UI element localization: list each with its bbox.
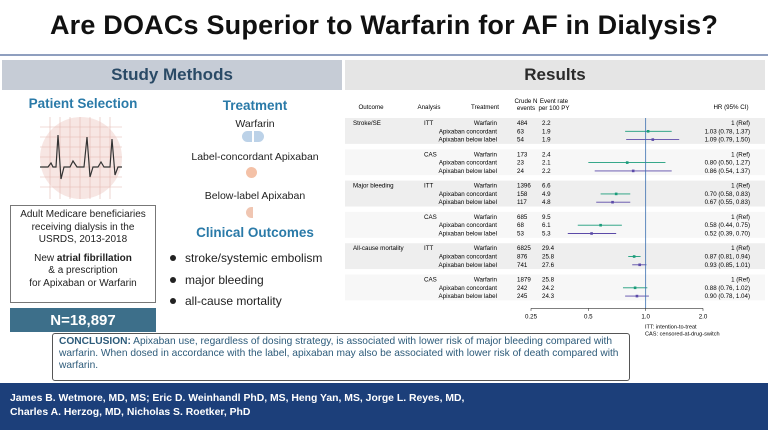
group-band: [345, 118, 765, 144]
col-header-rate: per 100 PY: [538, 105, 570, 112]
hr-text: 1 (Ref): [731, 276, 750, 284]
point-estimate: [638, 264, 641, 267]
analysis-label: ITT: [424, 120, 434, 127]
patient-selection-title: Patient Selection: [28, 96, 138, 111]
analysis-label: ITT: [424, 245, 434, 253]
hr-text: 1 (Ref): [731, 120, 750, 127]
treatment-below-label-apixaban: Below-label Apixaban: [204, 190, 306, 202]
sample-size-badge: N=18,897: [10, 308, 156, 332]
bullet-icon: [170, 298, 176, 304]
crude-events: 242: [517, 284, 528, 292]
group-band: [345, 275, 765, 301]
hr-text: 0.80 (0.50, 1.27): [704, 159, 750, 167]
group-band: [345, 243, 765, 269]
criteria-prefix: New: [34, 252, 57, 264]
point-estimate: [615, 193, 618, 196]
x-tick-label: 2.0: [698, 313, 708, 321]
bullet-icon: [170, 277, 176, 283]
point-estimate: [590, 232, 593, 235]
hr-text: 0.87 (0.81, 0.94): [704, 253, 750, 261]
event-rate: 1.9: [542, 136, 551, 144]
treatment-label: Apixaban concordant: [438, 190, 497, 198]
crude-events: 23: [517, 159, 524, 167]
hr-text: 0.52 (0.39, 0.70): [704, 230, 750, 238]
title-divider: [0, 54, 768, 56]
event-rate: 24.3: [542, 293, 555, 301]
treatment-label: Apixaban below label: [438, 136, 497, 144]
hr-text: 0.58 (0.44, 0.75): [704, 222, 750, 230]
conclusion-label: CONCLUSION:: [59, 336, 131, 347]
point-estimate: [633, 255, 636, 258]
half-pill-icon: [246, 207, 253, 218]
outcome-label: all-cause mortality: [185, 294, 282, 308]
hr-text: 1 (Ref): [731, 151, 750, 159]
crude-events: 54: [517, 136, 524, 144]
group-band: [345, 149, 765, 175]
legend-cas: CAS: censored-at-drug-switch: [645, 331, 720, 338]
authors: [10, 392, 610, 419]
pill-icon: [246, 167, 257, 178]
pill-icon: [242, 131, 264, 142]
col-header-rate: Event rate: [539, 98, 569, 105]
col-header-crude: Crude N: [514, 98, 538, 105]
treatment-label: Apixaban below label: [438, 199, 497, 207]
crude-events: 685: [517, 213, 528, 221]
crude-events: 1879: [517, 276, 531, 284]
event-rate: 27.6: [542, 261, 555, 269]
treatment-label: Apixaban below label: [438, 230, 497, 238]
crude-events: 173: [517, 151, 528, 159]
point-estimate: [647, 130, 650, 133]
population-box: [10, 205, 156, 303]
crude-events: 68: [517, 222, 524, 230]
crude-events: 6825: [517, 245, 531, 253]
hr-text: 1 (Ref): [731, 182, 750, 190]
event-rate: 25.8: [542, 276, 555, 284]
authors-line: James B. Wetmore, MD, MS; Eric D. Weinhandl PhD, MS, Heng Yan, MS, Jorge L. Reyes, MD,: [10, 393, 465, 404]
event-rate: 25.8: [542, 253, 555, 261]
hr-text: 1.09 (0.79, 1.50): [704, 136, 750, 144]
crude-events: 53: [517, 230, 524, 238]
forest-plot: [345, 92, 765, 338]
point-estimate: [632, 170, 635, 173]
criteria-bold: atrial fibrillation: [56, 252, 132, 264]
outcome-label: stroke/systemic embolism: [185, 251, 323, 265]
authors-line: Charles A. Herzog, MD, Nicholas S. Roetker, PhD: [10, 406, 251, 418]
treatment-label: Warfarin: [473, 151, 497, 159]
hr-text: 0.86 (0.54, 1.37): [704, 167, 750, 175]
crude-events: 24: [517, 167, 524, 175]
hr-text: 1.03 (0.78, 1.37): [704, 128, 750, 136]
col-header-treatment: Treatment: [471, 104, 499, 111]
point-estimate: [636, 295, 639, 298]
point-estimate: [611, 201, 614, 204]
clinical-outcomes-title: Clinical Outcomes: [196, 225, 314, 240]
crude-events: 741: [517, 261, 528, 269]
crude-events: 245: [517, 293, 528, 301]
event-rate: 6.6: [542, 182, 551, 190]
treatment-label: Apixaban concordant: [438, 222, 497, 230]
outcome-label: All-cause mortality: [353, 245, 404, 253]
study-methods-header: Study Methods: [2, 60, 342, 90]
population-line: USRDS, 2013-2018: [38, 234, 128, 245]
outcome-item: [170, 294, 282, 308]
criteria-line: & a prescription: [48, 265, 118, 276]
outcome-label: Major bleeding: [353, 182, 394, 190]
x-tick-label: 1.0: [641, 313, 650, 321]
analysis-label: CAS: [424, 276, 437, 284]
point-estimate: [626, 161, 629, 164]
point-estimate: [651, 138, 654, 141]
treatment-warfarin: Warfarin: [235, 118, 275, 130]
treatment-label: Warfarin: [473, 276, 497, 284]
outcome-label: major bleeding: [185, 273, 264, 287]
hr-text: 0.70 (0.58, 0.83): [704, 190, 750, 198]
hr-text: 0.90 (0.78, 1.04): [704, 293, 750, 301]
col-header-analysis: Analysis: [417, 104, 441, 111]
treatment-label: Apixaban concordant: [438, 128, 497, 136]
event-rate: 2.4: [542, 151, 551, 159]
criteria-line: [11, 253, 155, 266]
analysis-label: ITT: [424, 182, 434, 190]
legend-itt: ITT: intention-to-treat: [645, 324, 697, 331]
hr-text: 1 (Ref): [731, 245, 750, 253]
page-title: Are DOACs Superior to Warfarin for AF in Dialysis?: [49, 10, 719, 40]
population-line: Adult Medicare beneficiaries: [20, 209, 146, 220]
hr-text: 1 (Ref): [731, 213, 750, 221]
group-band: [345, 181, 765, 207]
point-estimate: [634, 287, 637, 290]
outcome-label: Stroke/SE: [353, 120, 381, 127]
treatment-label: Apixaban concordant: [438, 159, 497, 167]
results-header: Results: [345, 60, 765, 90]
col-header-hr: HR (95% CI): [713, 104, 749, 111]
outcome-item: [170, 251, 322, 265]
treatment-label: Warfarin: [473, 182, 497, 190]
conclusion-box: [52, 333, 630, 381]
criteria-line: for Apixaban or Warfarin: [29, 277, 137, 289]
population-line: receiving dialysis in the: [31, 221, 135, 233]
crude-events: 117: [517, 199, 527, 207]
event-rate: 5.3: [542, 230, 551, 238]
event-rate: 2.2: [542, 120, 551, 127]
event-rate: 6.1: [542, 222, 551, 230]
event-rate: 4.8: [542, 199, 551, 207]
crude-events: 1396: [517, 182, 531, 190]
outcome-item: [170, 273, 264, 287]
event-rate: 29.4: [542, 245, 555, 253]
x-tick-label: 0.25: [524, 313, 538, 321]
event-rate: 9.5: [542, 213, 551, 221]
crude-events: 876: [517, 253, 528, 261]
col-header-crude: events: [516, 105, 536, 112]
event-rate: 2.1: [542, 159, 551, 167]
bullet-icon: [170, 255, 176, 261]
col-header-outcome: Outcome: [358, 104, 384, 111]
event-rate: 24.2: [542, 284, 555, 292]
analysis-label: CAS: [424, 151, 437, 159]
treatment-label: Warfarin: [473, 120, 497, 127]
hr-text: 0.88 (0.76, 1.02): [704, 284, 750, 292]
treatment-title: Treatment: [222, 98, 288, 113]
analysis-label: CAS: [424, 213, 437, 221]
treatment-label: Warfarin: [473, 213, 497, 221]
conclusion-text: Apixaban use, regardless of dosing strategy, is associated with lower risk of major bleeding compared with warfarin. When dosed in accordance with the label, apixaban may also be associated with lower risk of death compared with warfarin.: [59, 336, 619, 372]
treatment-label: Apixaban concordant: [438, 253, 497, 261]
treatment-concordant-apixaban: Label-concordant Apixaban: [191, 151, 319, 163]
treatment-label: Warfarin: [473, 245, 497, 253]
treatment-label: Apixaban concordant: [438, 284, 497, 292]
ecg-icon: [40, 117, 122, 199]
event-rate: 2.2: [542, 167, 551, 175]
crude-events: 158: [517, 190, 528, 198]
hr-text: 0.67 (0.55, 0.83): [704, 199, 750, 207]
treatment-label: Apixaban below label: [438, 293, 497, 301]
hr-text: 0.93 (0.85, 1.01): [704, 261, 750, 269]
point-estimate: [599, 224, 602, 227]
event-rate: 1.9: [542, 128, 551, 136]
group-band: [345, 212, 765, 238]
crude-events: 484: [517, 120, 528, 127]
treatment-label: Apixaban below label: [438, 261, 497, 269]
crude-events: 63: [517, 128, 524, 136]
event-rate: 4.9: [542, 190, 551, 198]
x-tick-label: 0.5: [584, 313, 593, 321]
treatment-label: Apixaban below label: [438, 167, 497, 175]
